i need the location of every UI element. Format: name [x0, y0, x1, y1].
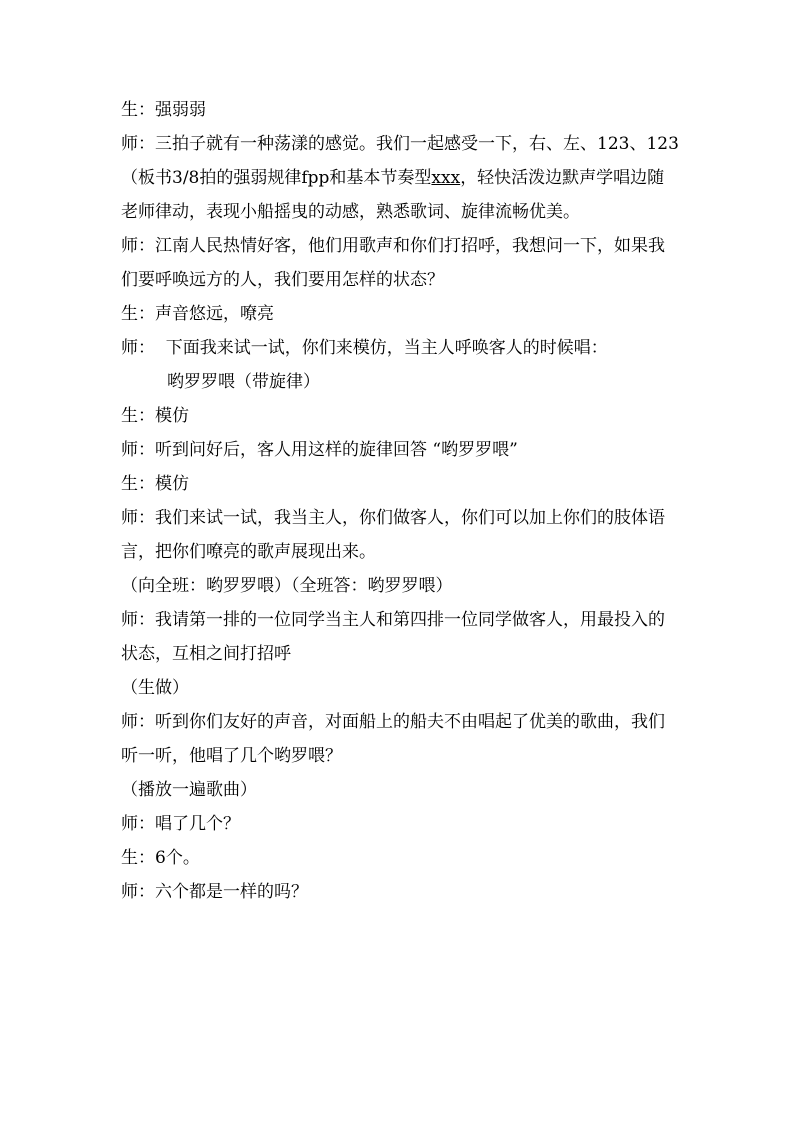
line-text: （向全班：哟罗罗喂）（全班答：哟罗罗喂）	[121, 576, 453, 596]
dialogue-line-teacher	[121, 807, 681, 841]
line-text: 生：6个。	[121, 848, 200, 868]
line-text: 师：唱了几个？	[121, 814, 240, 834]
line-text: 生：模仿	[121, 474, 189, 494]
line-text: 师：江南人民热情好客，他们用歌声和你们打招呼，我想问一下，如果我们要呼唤远方的人，我们要用怎样的状态？	[121, 236, 665, 290]
dialogue-line-student	[121, 467, 681, 501]
rhythm-pattern-underlined: xxx	[431, 168, 461, 188]
line-text: 师：听到你们友好的声音，对面船上的船夫不由唱起了优美的歌曲，我们听一听，他唱了几个哟罗喂？	[121, 712, 665, 766]
dialogue-line-teacher	[121, 875, 681, 909]
line-text: 师：我们来试一试，我当主人，你们做客人，你们可以加上你们的肢体语言，把你们嘹亮的歌声展现出来。	[121, 508, 665, 562]
line-text: 师：六个都是一样的吗？	[121, 882, 308, 902]
line-text: 师：我请第一排的一位同学当主人和第四排一位同学做客人，用最投入的状态，互相之间打招呼	[121, 610, 665, 664]
sung-phrase	[121, 365, 681, 399]
dialogue-line-teacher	[121, 705, 681, 773]
stage-direction	[121, 671, 681, 705]
dialogue-line-teacher	[121, 127, 681, 229]
dialogue-line-teacher	[121, 229, 681, 297]
line-text: （播放一遍歌曲）	[121, 780, 257, 800]
dialogue-line-teacher	[121, 331, 681, 365]
dialogue-line-teacher	[121, 603, 681, 671]
document-body	[121, 93, 681, 909]
dialogue-line-student	[121, 841, 681, 875]
stage-direction	[121, 773, 681, 807]
line-text: （生做）	[121, 678, 189, 698]
dialogue-line-teacher	[121, 433, 681, 467]
line-text: 生：声音悠远，嘹亮	[121, 304, 274, 324]
line-text: 师： 下面我来试一试，你们来模仿，当主人呼唤客人的时候唱：	[121, 338, 608, 358]
dialogue-line-teacher	[121, 501, 681, 569]
dialogue-line-student	[121, 399, 681, 433]
stage-direction	[121, 569, 681, 603]
line-text: 生：模仿	[121, 406, 189, 426]
line-text: 师：听到问好后，客人用这样的旋律回答 “哟罗罗喂”	[121, 440, 518, 460]
line-text: ，轻快活泼边默声学唱边随老师律动，表现小船摇曳的动感，熟悉歌词、旋律流畅优美。	[121, 168, 665, 222]
dialogue-line-student	[121, 93, 681, 127]
line-text: 哟罗罗喂（带旋律）	[167, 372, 320, 392]
line-text: 生：强弱弱	[121, 100, 206, 120]
line-text: 师：三拍子就有一种荡漾的感觉。我们一起感受一下，右、左、123、123（板书3/8拍的强弱规律fpp和基本节奏型	[121, 134, 679, 188]
dialogue-line-student	[121, 297, 681, 331]
